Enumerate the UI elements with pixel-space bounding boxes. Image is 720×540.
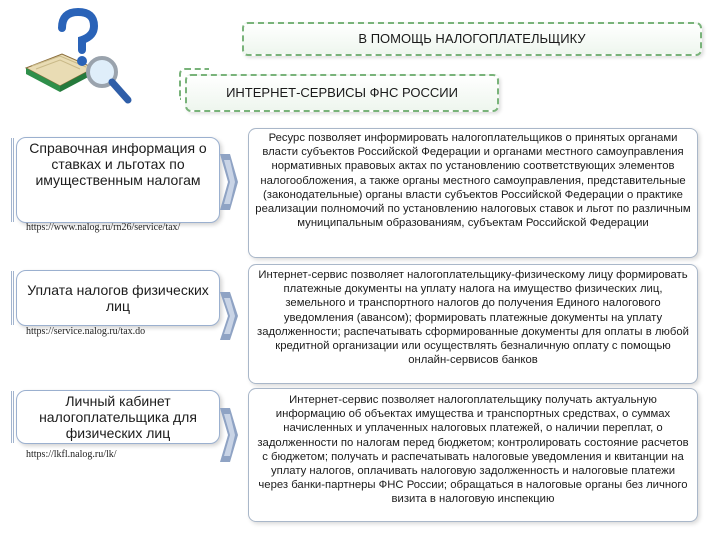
service-description-box <box>248 388 698 522</box>
service-description: Ресурс позволяет информировать налогоплательщиков о принятых органами власти субъектов Российской Федерации и органами местного самоуправления нормативных правовых актах по установлению соответствующих элементов налогообложения, а также органы местного самоуправления, представительные (законодательные) органы власти субъектов Российской Федерации о практике реализации полномочий по установлению налоговых ставок и льгот по различным муниципальным образованиям, субъектам Российской Федерации <box>255 132 691 230</box>
arrow-right-icon <box>218 404 240 466</box>
header-banner <box>242 22 702 56</box>
service-title: Справочная информация о ставках и льготах по имущественным налогам <box>29 140 207 188</box>
service-link[interactable]: https://service.nalog.ru/tax.do <box>26 326 146 337</box>
service-description: Интернет-сервис позволяет налогоплательщику-физическому лицу формировать платежные документы на уплату налога на имущество физических лиц, земельного и транспортного налогов до получения Единого налогового уведомления (авансом); формировать платежные документы на уплату задолженности; распечатывать сформированные документы для оплаты в любой кредитной организации или осуществлять безналичную оплату с помощью онлайн-сервисов банков <box>257 269 689 367</box>
service-description-box <box>248 264 698 384</box>
service-title-box <box>16 390 220 444</box>
tab-divider <box>11 391 17 443</box>
arrow-right-icon <box>218 288 240 344</box>
service-title: Уплата налогов физических лиц <box>27 282 209 314</box>
service-link[interactable]: https://lkfl.nalog.ru/lk/ <box>26 449 117 460</box>
service-description-box <box>248 128 698 258</box>
service-link[interactable]: https://www.nalog.ru/rn26/service/tax/ <box>26 222 181 233</box>
arrow-right-icon <box>218 150 240 214</box>
page-title: В ПОМОЩЬ НАЛОГОПЛАТЕЛЬЩИКУ <box>358 31 586 46</box>
tab-divider <box>11 138 17 222</box>
service-title: Личный кабинет налогоплательщика для физических лиц <box>39 393 197 441</box>
service-description: Интернет-сервис позволяет налогоплательщику получать актуальную информацию об объектах имущества и транспортных средствах, о суммах начисленных и уплаченных налоговых платежей, о наличии переплат, о задолженности по налогам перед бюджетом; контролировать состояние расчетов с бюджетом; получать и распечатывать налоговые уведомления и квитанции на уплату налогов, оплачивать налоговую задолженность и налоговые платежи через банки-партнеры ФНС России; обращаться в налоговые органы без личного визита в налоговую инспекцию <box>257 394 689 506</box>
question-book-magnifier-icon <box>22 6 137 106</box>
service-title-box <box>16 270 220 326</box>
service-title-box <box>16 137 220 223</box>
section-title: ИНТЕРНЕТ-СЕРВИСЫ ФНС РОССИИ <box>226 85 458 100</box>
tab-divider <box>11 271 17 325</box>
subtitle-banner <box>185 74 499 112</box>
